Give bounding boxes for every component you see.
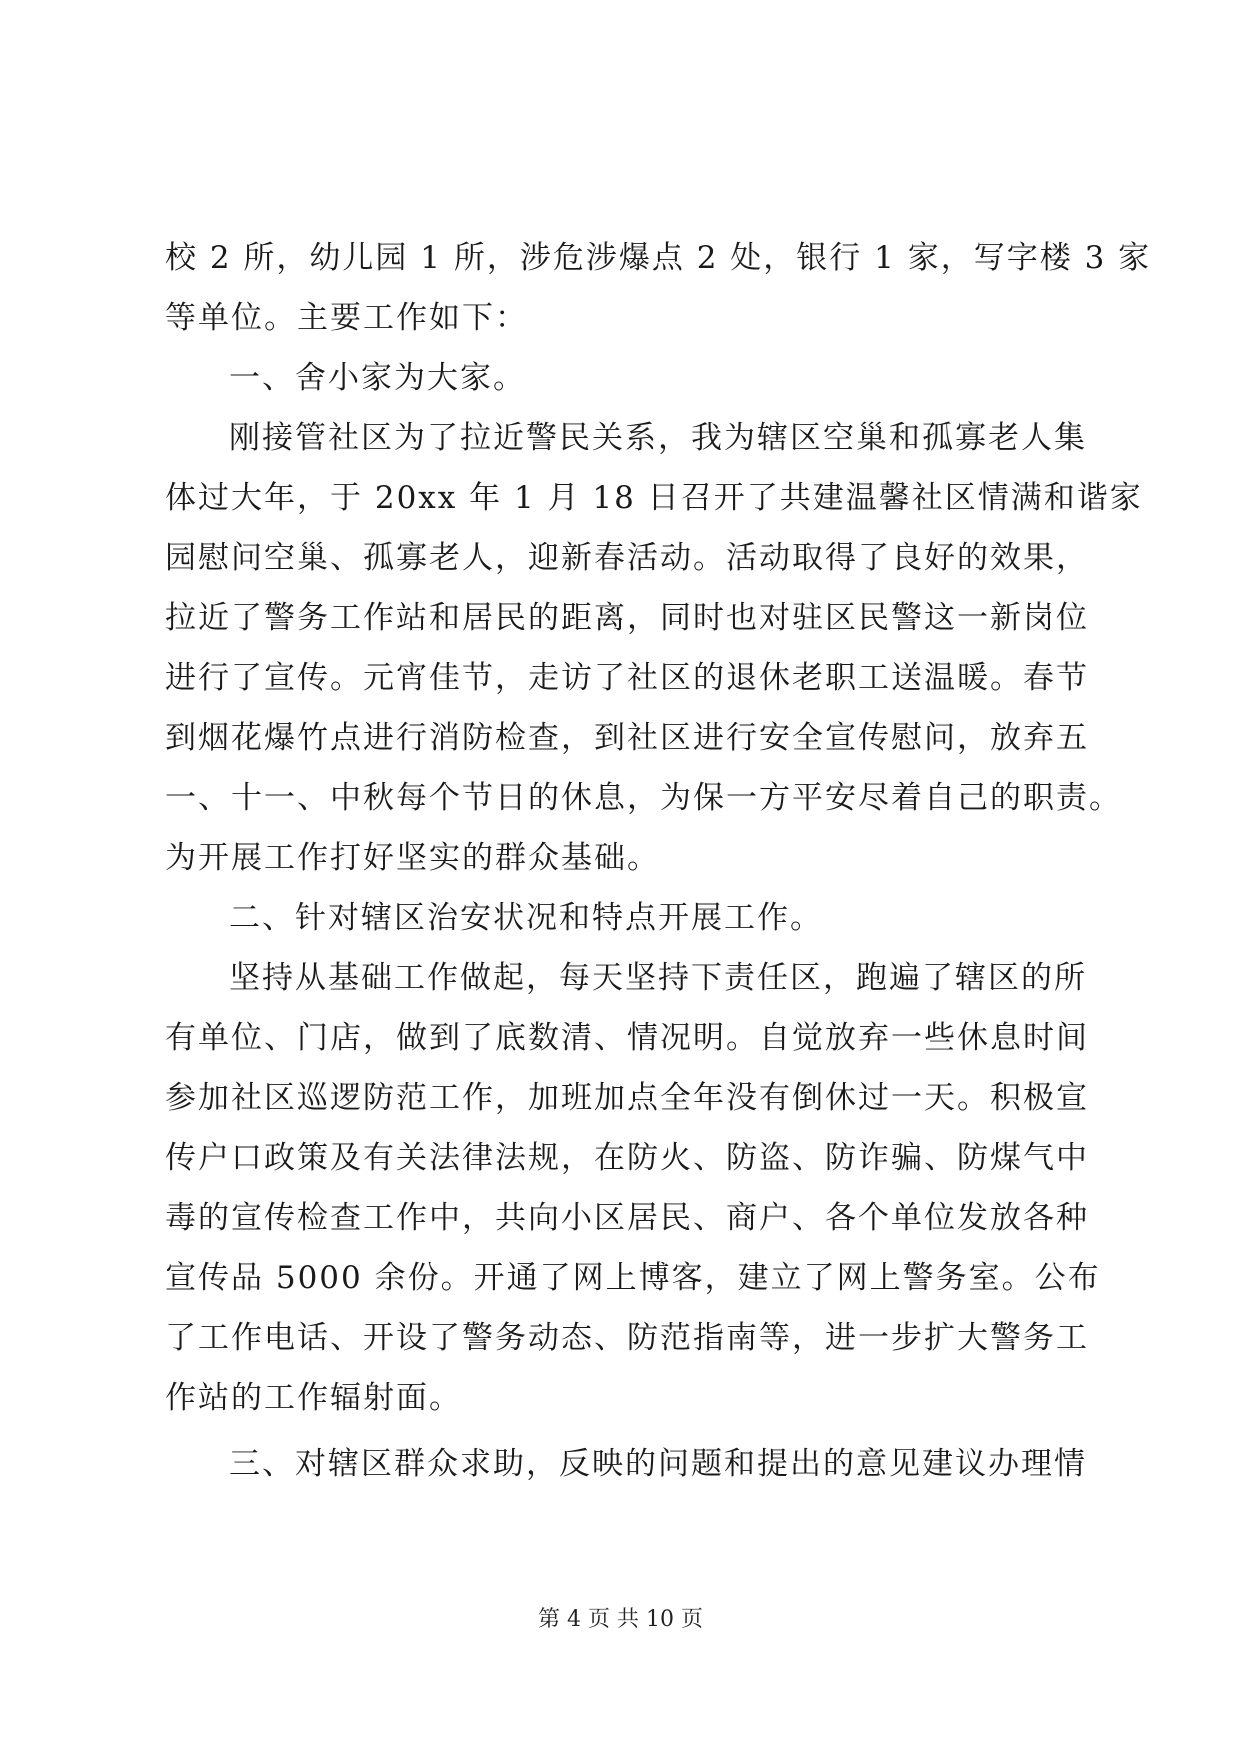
- text-line: 有单位、门店，做到了底数清、情况明。自觉放弃一些休息时间: [165, 1020, 1089, 1056]
- section-heading: 一、舍小家为大家。: [229, 360, 526, 396]
- text-line: 参加社区巡逻防范工作，加班加点全年没有倒休过一天。积极宣: [165, 1080, 1089, 1116]
- section-heading: 三、对辖区群众求助，反映的问题和提出的意见建议办理情: [229, 1446, 1087, 1482]
- text-line: 到烟花爆竹点进行消防检查，到社区进行安全宣传慰问，放弃五: [165, 720, 1089, 756]
- text-line: 园慰问空巢、孤寡老人，迎新春活动。活动取得了良好的效果，: [165, 540, 1089, 576]
- section-heading: 二、针对辖区治安状况和特点开展工作。: [229, 900, 823, 936]
- text-line: 坚持从基础工作做起，每天坚持下责任区，跑遍了辖区的所: [229, 960, 1087, 996]
- text-line: 校 2 所，幼儿园 1 所，涉危涉爆点 2 处，银行 1 家，写字楼 3 家: [165, 240, 1152, 276]
- text-line: 等单位。主要工作如下：: [165, 300, 528, 336]
- text-line: 毒的宣传检查工作中，共向小区居民、商户、各个单位发放各种: [165, 1200, 1089, 1236]
- text-line: 为开展工作打好坚实的群众基础。: [165, 840, 660, 876]
- text-line: 传户口政策及有关法律法规，在防火、防盗、防诈骗、防煤气中: [165, 1140, 1089, 1176]
- text-line: 作站的工作辐射面。: [165, 1380, 462, 1416]
- text-line: 体过大年，于 20xx 年 1 月 18 日召开了共建温馨社区情满和谐家: [165, 480, 1143, 516]
- page-number-footer: 第 4 页 共 10 页: [538, 1607, 703, 1632]
- text-line: 刚接管社区为了拉近警民关系，我为辖区空巢和孤寡老人集: [229, 420, 1087, 456]
- text-line: 宣传品 5000 余份。开通了网上博客，建立了网上警务室。公布: [165, 1260, 1101, 1296]
- text-line: 一、十一、中秋每个节日的休息，为保一方平安尽着自己的职责。: [165, 780, 1122, 816]
- document-body: [165, 228, 1152, 1494]
- text-line: 进行了宣传。元宵佳节，走访了社区的退休老职工送温暖。春节: [165, 660, 1089, 696]
- text-line: 拉近了警务工作站和居民的距离，同时也对驻区民警这一新岗位: [165, 600, 1089, 636]
- text-line: 了工作电话、开设了警务动态、防范指南等，进一步扩大警务工: [165, 1320, 1089, 1356]
